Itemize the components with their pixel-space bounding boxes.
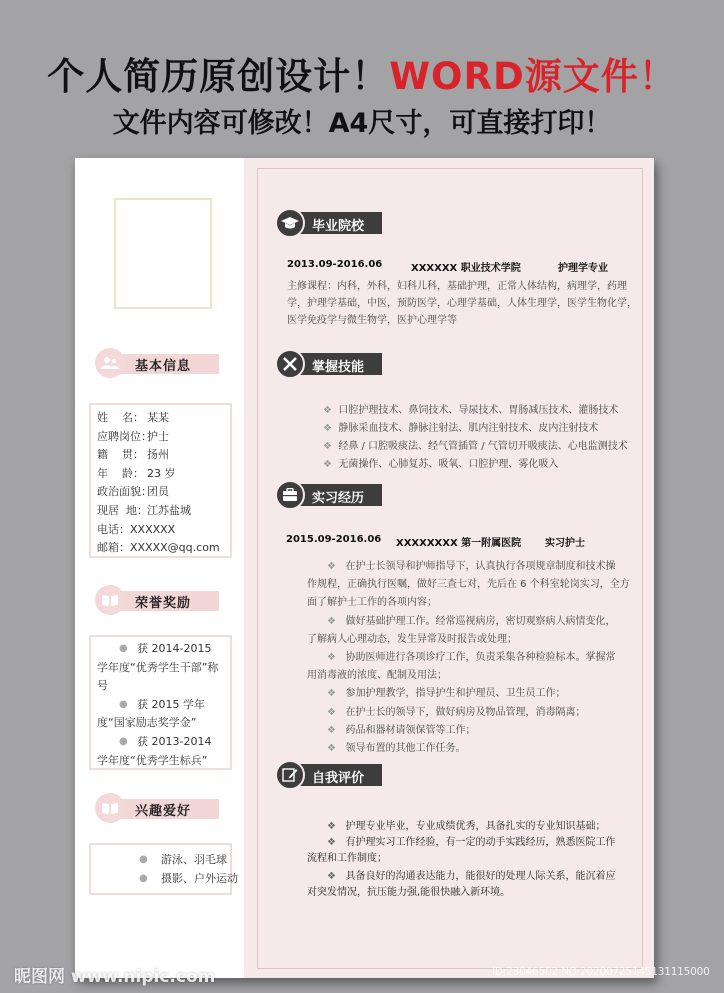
bullet-dot: ● [139, 873, 148, 884]
honor-line: 获 2014-2015 [137, 642, 212, 655]
skill-text: 经鼻 / 口腔吸痰法、经气管插管 / 气管切开吸痰法、心电监测技术 [338, 441, 628, 452]
intern-role: 实习护士 [545, 538, 585, 549]
self-eval-line [307, 883, 510, 898]
info-value: 护士 [147, 429, 169, 443]
banner-subtitle: 文件内容可修改！A4尺寸，可直接打印！ [112, 108, 612, 139]
self-eval-line [327, 833, 616, 848]
list-item [91, 869, 238, 888]
section-title: 毕业院校 [312, 219, 365, 234]
honors-box [89, 635, 232, 770]
intern-line [327, 612, 616, 627]
bullet-icon: ❖ [327, 561, 346, 572]
info-key: 邮箱： [97, 541, 130, 555]
honor-line: 获 2015 学年 [137, 697, 205, 711]
bullet-icon: ❖ [323, 405, 339, 416]
image-id: ID:23046502 NO:20200725145131115000 [492, 966, 710, 978]
section-title: 基本信息 [135, 359, 192, 374]
banner [0, 0, 724, 150]
bullet-dot: ● [139, 854, 148, 865]
bullet-icon: ❖ [323, 459, 339, 470]
info-value: 某某 [147, 411, 169, 424]
watermark: 昵图网 www.nipic.com [14, 967, 216, 987]
self-eval-text: 有护理实习工作经验，有一定的动手实践经历，熟悉医院工作 [345, 837, 616, 848]
honor-line: 学年度“优秀学生干部”称号 [97, 660, 219, 693]
book-icon [95, 585, 125, 615]
info-value: XXXXXX [130, 522, 176, 536]
skill-item [323, 455, 558, 470]
section-title: 自我评价 [312, 771, 365, 786]
info-row [97, 465, 224, 484]
intern-line [327, 739, 466, 754]
hobby-text: 摄影、户外运动 [161, 872, 238, 885]
intern-line [327, 557, 616, 572]
bullet-icon: ❖ [327, 615, 346, 627]
intern-text: 做好基础护理工作。经常巡视病房，密切观察病人病情变化， [345, 615, 616, 627]
bullet-dot: ● [119, 698, 128, 710]
info-row [97, 446, 224, 465]
edu-course-line: 医学免疫学与微生物学，医护心理学等 [287, 315, 457, 326]
hobbies-box [89, 843, 238, 895]
info-row [97, 409, 224, 428]
intern-text: 在护士长的领导下，做好病房及物品管理，消毒隔离； [345, 706, 586, 718]
bullet-icon: ❖ [327, 837, 346, 848]
list-item [97, 640, 224, 696]
bullet-icon: ❖ [327, 743, 346, 754]
edu-course-line: 学，护理学基础，中医，预防医学，心理学基础，人体生理学，医学生物化学， [287, 298, 637, 309]
bullet-icon: ❖ [323, 423, 339, 434]
user-icon [95, 348, 125, 378]
intern-line [307, 593, 437, 608]
intern-text: 在护士长领导和护师指导下，认真执行各项规章制度和技术操 [345, 561, 616, 572]
intern-text: 了解病人心理动态，发生异常及时报告或处理； [307, 633, 517, 645]
skill-item [323, 401, 618, 416]
intern-line [327, 648, 616, 663]
self-eval-text: 流程和工作制度； [307, 853, 387, 864]
banner-title-dark: 个人简历原创设计！ [47, 55, 390, 98]
self-eval-text: 护理专业毕业，专业成绩优秀，具备扎实的专业知识基础； [345, 821, 606, 832]
skill-item [323, 437, 628, 452]
bullet-dot: ● [119, 735, 128, 747]
bullet-icon: ❖ [327, 652, 346, 663]
banner-title-red: WORD源文件！ [389, 55, 677, 98]
section-header-basic-info [95, 352, 219, 376]
briefcase-icon [275, 480, 305, 510]
section-title: 兴趣爱好 [135, 804, 192, 819]
intern-line [327, 684, 566, 699]
section-title: 荣誉奖励 [135, 596, 192, 611]
info-value: 江苏盐城 [147, 503, 191, 517]
intern-text: 药品和器材请领保管等工作； [345, 724, 476, 736]
intern-line [307, 630, 517, 645]
bullet-dot: ● [119, 643, 128, 654]
honor-line: 获 2013-2014 [137, 734, 212, 748]
self-eval-line [307, 849, 387, 864]
list-item [91, 850, 227, 869]
info-key: 籍 贯： [97, 448, 144, 462]
section-header-honors [95, 589, 219, 613]
photo-placeholder[interactable] [114, 198, 212, 309]
basic-info-box [89, 403, 232, 558]
graduation-cap-icon [275, 208, 305, 238]
list-item [97, 733, 224, 770]
bullet-icon: ❖ [327, 871, 346, 882]
info-row [97, 502, 224, 521]
info-key: 政治面貌： [97, 485, 152, 499]
section-header-hobbies [95, 797, 219, 821]
edu-school: XXXXXX 职业技术学院 [411, 263, 521, 274]
skill-text: 无菌操作、心肺复苏、吸氧、口腔护理、雾化吸入 [338, 459, 559, 470]
info-value: 23 岁 [147, 466, 176, 480]
section-title: 实习经历 [312, 491, 365, 506]
info-value: XXXXX@qq.com [130, 541, 220, 555]
intern-text: 参加护理教学，指导护生和护理员、卫生员工作； [345, 688, 566, 700]
bullet-icon: ❖ [327, 821, 346, 832]
edu-course-line: 主修课程：内科，外科，妇科儿科，基础护理，正常人体结构，病理学，药理 [287, 281, 627, 292]
edit-icon [275, 760, 305, 790]
honor-line: 度“国家励志奖学金” [97, 716, 197, 730]
bullet-icon: ❖ [323, 441, 339, 452]
info-key: 应聘岗位： [97, 429, 152, 443]
list-item [97, 696, 224, 733]
bullet-icon: ❖ [327, 706, 346, 718]
info-value: 扬州 [147, 448, 169, 462]
banner-title [0, 46, 724, 100]
resume-page [75, 158, 654, 978]
intern-line [327, 721, 476, 736]
bullet-icon: ❖ [327, 688, 346, 700]
skill-text: 静脉采血技术、静脉注射法、肌内注射技术、皮内注射技术 [338, 423, 599, 434]
info-value: 团员 [147, 485, 169, 499]
info-row [97, 428, 224, 447]
intern-line [327, 703, 586, 718]
intern-text: 协助医师进行各项诊疗工作，负责采集各种检验标本。掌握常 [345, 652, 616, 663]
edu-major: 护理学专业 [558, 263, 608, 274]
intern-hospital: XXXXXXXX 第一附属医院 [396, 538, 522, 549]
intern-text: 用消毒液的浓度、配制及用法； [307, 670, 447, 682]
bullet-icon: ❖ [327, 724, 346, 736]
honor-line: 学年度“优秀学生标兵” [97, 753, 208, 767]
skill-text: 口腔护理技术、鼻饲技术、导尿技术、胃肠减压技术、灌肠技术 [338, 405, 619, 416]
self-eval-text: 对突发情况，抗压能力强,能很快融入新环境。 [307, 887, 511, 898]
info-row [97, 521, 224, 540]
info-key: 姓 名： [97, 411, 144, 424]
intern-line [307, 575, 630, 590]
section-title: 掌握技能 [312, 360, 365, 375]
book-icon [95, 793, 125, 823]
self-eval-text: 具备良好的沟通表达能力，能很好的处理人际关系，能沉着应 [345, 871, 616, 882]
intern-text: 面了解护士工作的各项内容； [307, 597, 437, 609]
self-eval-line [327, 817, 606, 832]
edu-date: 2013.09-2016.06 [287, 259, 383, 270]
hobby-text: 游泳、羽毛球 [161, 853, 227, 866]
tools-icon [275, 349, 305, 379]
info-key: 现居 地： [97, 503, 148, 517]
intern-line [307, 666, 447, 681]
intern-date: 2015.09-2016.06 [286, 534, 382, 545]
self-eval-line [327, 867, 616, 882]
skill-item [323, 419, 598, 434]
intern-text: 作规程，正确执行医嘱，做好三查七对，先后在 6 个科室轮岗实习，全方 [307, 579, 630, 591]
info-row [97, 483, 224, 502]
info-row [97, 539, 224, 558]
info-key: 电话： [97, 522, 130, 536]
info-key: 年 龄： [97, 466, 144, 480]
intern-text: 领导布置的其他工作任务。 [345, 743, 466, 754]
